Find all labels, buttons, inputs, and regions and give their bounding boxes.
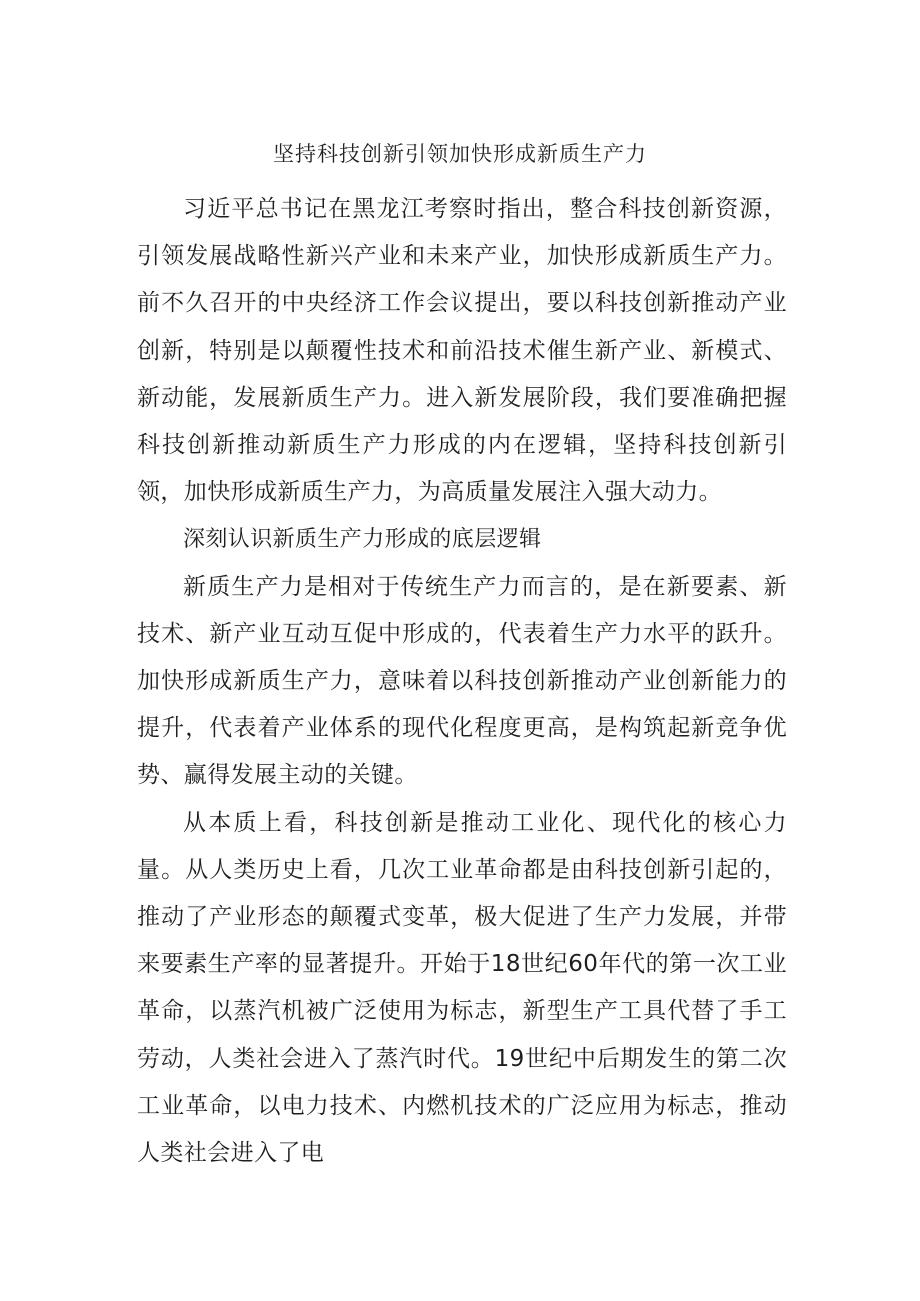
- section-heading: 深刻认识新质生产力形成的底层逻辑: [183, 527, 542, 553]
- document-title: 坚持科技创新引领加快形成新质生产力: [273, 142, 647, 166]
- document-body: [137, 186, 787, 1177]
- paragraph-definition: 新质生产力是相对于传统生产力而言的，是在新要素、新技术、新产业互动互促中形成的，代表着生产力水平的跃升。加快形成新质生产力，意味着以科技创新推动产业创新能力的提升，代表着产业体系的现代化程度更高，是构筑起新竞争优势、赢得发展主动的关键。: [137, 573, 787, 789]
- paragraph-intro: 习近平总书记在黑龙江考察时指出，整合科技创新资源，引领发展战略性新兴产业和未来产业，加快形成新质生产力。前不久召开的中央经济工作会议提出，要以科技创新推动产业创新，特别是以颠覆性技术和前沿技术催生新产业、新模式、新动能，发展新质生产力。进入新发展阶段，我们要准确把握科技创新推动新质生产力形成的内在逻辑，坚持科技创新引领，加快形成新质生产力，为高质量发展注入强大动力。: [137, 196, 787, 506]
- paragraph-history: 从本质上看，科技创新是推动工业化、现代化的核心力量。从人类历史上看，几次工业革命都是由科技创新引起的，推动了产业形态的颠覆式变革，极大促进了生产力发展，并带来要素生产率的显著提升。开始于18世纪60年代的第一次工业革命，以蒸汽机被广泛使用为标志，新型生产工具代替了手工劳动，人类社会进入了蒸汽时代。19世纪中后期发生的第二次工业革命，以电力技术、内燃机技术的广泛应用为标志，推动人类社会进入了电: [137, 809, 787, 1167]
